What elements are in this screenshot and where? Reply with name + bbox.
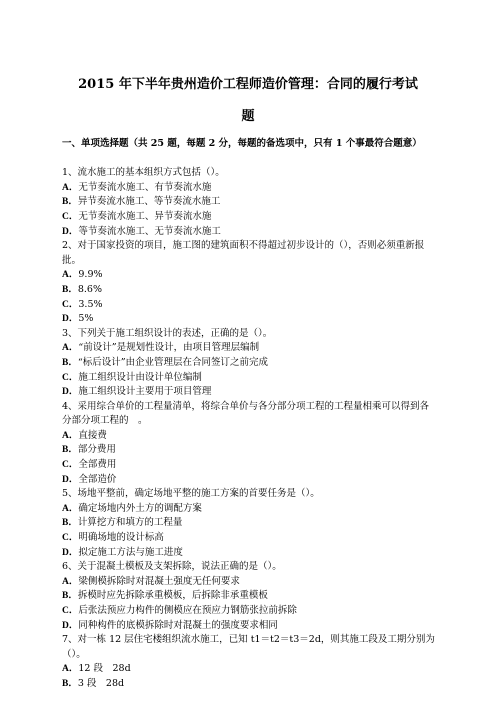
question-stem: 6、关于混凝土模板及支架拆除，说法正确的是（）。 (62, 561, 282, 573)
option (62, 283, 438, 298)
option-letter: B． (62, 591, 78, 602)
option (62, 619, 438, 634)
option-letter: A． (62, 430, 79, 441)
option-letter: B． (62, 518, 78, 529)
option (62, 589, 438, 604)
option-letter: B． (62, 284, 78, 295)
question-stem: 7、对一栋 12 层住宅楼组织流水施工，已知 t1＝t2＝t3＝2d，则其施工段及工期分别为（）。 (62, 634, 435, 660)
option-letter: D． (62, 226, 79, 237)
option-letter: D． (62, 387, 79, 398)
option-text: 5% (78, 313, 94, 325)
option-letter: C． (62, 460, 79, 471)
option-letter: B． (62, 678, 78, 689)
option-letter: B． (62, 357, 78, 368)
option-letter: D． (62, 474, 79, 485)
option-letter: C． (62, 299, 79, 310)
option-text: 全部费用 (78, 459, 117, 471)
option-text: “标后设计”由企业管理层在合同签订之前完成 (77, 356, 269, 368)
option-letter: D． (62, 314, 79, 325)
option-text: 全部造价 (78, 473, 117, 485)
option-letter: D． (62, 620, 79, 631)
question-stem: 4、采用综合单价的工程量清单，将综合单价与各分部分项工程的工程量相乘可以得到各分部分项工程的 。 (62, 400, 430, 427)
option-text: “前设计”是规划性设计，由项目管理层编制 (78, 342, 260, 354)
option-text: 9.9% (78, 269, 103, 281)
option-text: 拆模时应先拆除承重模板，后拆除非承重模板 (77, 590, 268, 602)
question-1 (62, 166, 438, 239)
option-text: 同种构件的底模拆除时对混凝土的强度要求相同 (78, 619, 278, 631)
option-text: 异节奏流水施工、等节奏流水施工 (77, 196, 221, 208)
option (62, 385, 438, 400)
option-letter: A． (62, 182, 79, 193)
option (62, 458, 438, 473)
question-list (62, 166, 438, 691)
option-text: 施工组织设计主要用于项目管理 (78, 386, 212, 398)
option (62, 341, 438, 356)
question-stem: 3、下列关于施工组织设计的表述，正确的是（）。 (62, 327, 273, 339)
option-letter: C． (62, 372, 79, 383)
option-letter: A． (62, 576, 79, 587)
option (62, 429, 438, 444)
option-letter: A． (62, 664, 79, 675)
option (62, 662, 438, 677)
option-text: 等节奏流水施工、无节奏流水施工 (78, 225, 221, 237)
option-letter: C． (62, 533, 79, 544)
question-3 (62, 327, 438, 400)
option-letter: D． (62, 547, 79, 558)
option (62, 516, 438, 531)
option-text: 计算挖方和填方的工程量 (77, 517, 183, 529)
option (62, 502, 438, 517)
option (62, 298, 438, 313)
question-6 (62, 560, 438, 633)
option-text: 3.5% (78, 298, 103, 310)
question-2 (62, 239, 438, 327)
option-text: 后张法预应力构件的侧模应在预应力钢筋张拉前拆除 (78, 605, 297, 616)
option (62, 225, 438, 240)
option-letter: A． (62, 503, 79, 514)
option (62, 575, 438, 590)
option-text: 明确场地的设计标高 (78, 532, 164, 544)
option-letter: C． (62, 606, 79, 616)
question-stem: 1、流水施工的基本组织方式包括（）。 (62, 167, 225, 179)
section-heading: 一、单项选择题（共 25 题，每题 2 分，每题的备选项中，只有 1 个事最符合题意） (62, 138, 422, 149)
option (62, 371, 438, 386)
document-title-line-1: 2015 年下半年贵州造价工程师造价管理：合同的履行考试 (78, 77, 418, 92)
option (62, 443, 438, 458)
document-title-line-2: 题 (241, 109, 255, 124)
option (62, 312, 438, 327)
option-letter: A． (62, 343, 79, 354)
option-letter: C． (62, 211, 79, 222)
option-text: 梁侧模拆除时对混凝土强度无任何要求 (78, 575, 240, 587)
option (62, 268, 438, 283)
option (62, 677, 438, 692)
question-5 (62, 487, 438, 560)
question-4 (62, 400, 438, 488)
option-text: 拟定施工方法与施工进度 (78, 546, 183, 558)
option (62, 531, 438, 546)
option-text: 确定场地内外土方的调配方案 (78, 502, 202, 514)
question-stem: 2、对于国家投资的项目，施工图的建筑面积不得超过初步设计的（），否则必须重新报批。 (62, 240, 425, 266)
question-stem: 5、场地平整前，确定场地平整的施工方案的首要任务是（）。 (62, 488, 320, 500)
question-7 (62, 633, 438, 691)
option-text: 直接费 (78, 429, 107, 441)
option-text: 12 段 28d (78, 663, 131, 675)
option (62, 356, 438, 371)
option (62, 604, 438, 619)
option-letter: B． (62, 197, 78, 208)
option-text: 无节奏流水施工、异节奏流水施 (78, 210, 212, 222)
option-text: 3 段 28d (77, 677, 125, 689)
option (62, 473, 438, 488)
option-letter: B． (62, 445, 78, 456)
option-text: 部分费用 (77, 444, 116, 456)
option (62, 546, 438, 561)
option-text: 施工组织设计由设计单位编制 (78, 371, 202, 383)
option (62, 210, 438, 225)
option (62, 195, 438, 210)
option-letter: A． (62, 270, 79, 281)
option-text: 8.6% (77, 283, 102, 295)
option-text: 无节奏流水施工、有节奏流水施 (78, 181, 212, 193)
option (62, 181, 438, 196)
